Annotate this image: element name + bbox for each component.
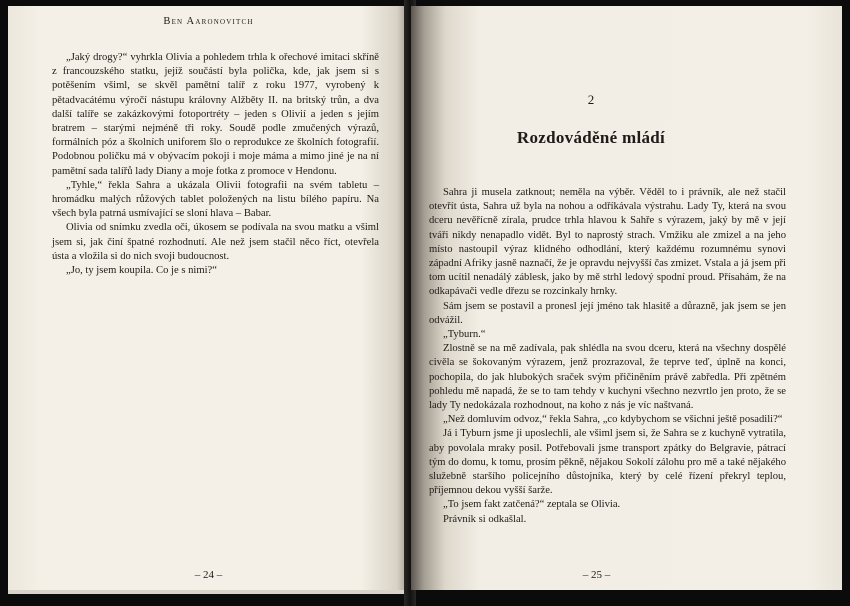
chapter-title: Rozdováděné mládí	[516, 128, 666, 147]
paragraph: „Jo, ty jsem koupila. Co je s nimi?“	[66, 265, 217, 277]
paragraph: Zlostně se na mě zadívala, pak shlédla na svou dceru, která na všechny dospělé civěla se šokovaným výrazem, jenž prozrazoval, že teprve teď, úplně na konci, pochopila, do jak hlubokých sraček svým přičiněním právě zabředla. Při zpětném pohledu mě napadá, že se to tam tehdy v kuchyni všechno nezvrtlo jen proto, že se lady Ty nedokázala rozhodnout, na koho z nás je víc naštvaná.	[429, 343, 786, 412]
paragraph: „Tyburn.“	[443, 329, 486, 341]
paragraph: „To jsem fakt zatčená?“ zeptala se Olivia.	[443, 499, 621, 511]
paragraph: Olivia od snímku zvedla oči, úkosem se podívala na svou matku a všiml jsem si, jak činí špatné rozhodnutí. Ale než jsem stačil něco říct, otevřela ústa a vložila si do nich svoji budoucnost.	[52, 222, 379, 262]
paragraph: Právník si odkašlal.	[443, 513, 527, 525]
paragraph: Sám jsem se postavil a pronesl její jméno tak hlasitě a důrazně, jak jsem se jen odvážil.	[429, 300, 786, 326]
paragraph: „Tyhle,“ řekla Sahra a ukázala Olivii fotografii na svém tabletu – hromádku malých růžových tablet položených na listu bílého papíru. Na všech byla patrná usmívající se sloní hlava – Babar.	[52, 179, 379, 220]
page-number: – 25 –	[582, 569, 611, 581]
left-page	[8, 6, 409, 594]
right-page-body	[429, 186, 786, 527]
chapter-number: 2	[587, 92, 595, 107]
left-page-body	[52, 51, 379, 278]
right-page	[411, 6, 842, 590]
paragraph: „Jaký drogy?“ vyhrkla Olivia a pohledem trhla k ořechové imitaci skříně z francouzského statku, jejíž součástí byla polička, kde, jak jsem si s potěšením všiml, se skvěl pamětní talíř z roku 1977, vyrobený k pětadvacátému výročí nástupu královny Alžběty II. na britský trůn, a dva další talíře se zakázkovými fotoportréty – jeden s Olivií a jeden s jejím bratrem – starými nejméně tři roky. Soudě podle zmučených výrazů, formálních póz a školních uniforem šlo o reprodukce ze školních fotografií. Podobnou poličku má v obývacím pokoji i moje máma a mimo jiné je na ní pamětní sada talířů lady Diany a moje fotka z promoce v Hendonu.	[52, 52, 379, 177]
paragraph: „Než domluvím odvoz,“ řekla Sahra, „co kdybychom se všichni ještě posadili?“	[443, 414, 783, 426]
page-number: – 24 –	[194, 569, 223, 581]
paragraph: Já i Tyburn jsme ji uposlechli, ale všiml jsem si, že Sahra se z kuchyně vytratila, aby povolala mraky posil. Potřebovali jsme transport zpátky do Belgravie, pátrací tým do domu, k tomu, prosím pěkně, nějakou Sokolí zálohu pro mě a také nějakého služebně staršího policejního důstojníka, který by celé řízení překryl teplou, příjemnou dekou vyšší šarže.	[429, 428, 786, 497]
running-head: Ben Aaronovitch	[163, 16, 254, 27]
paragraph: Sahra ji musela zatknout; neměla na výběr. Věděl to i právník, ale než stačil otevřít ústa, Sahra už byla na nohou a odříkávala výstrahu. Lady Ty, která na svou dceru nevěřícně zírala, prudce trhla hlavou k Sahře s výrazem, jaký by mě v její tváři nikdy nenapadlo vidět. Byl to naprostý strach. Vmžiku ale zmizel a na jeho místo nastoupil výraz klidného odhodlání, který každému rozumnému synovi západní Afriky jasně naznačí, že je opravdu nejvyšší čas zmizet. Vstala a já jsem při tom ucítil nenadálý záblesk, jako by mě strhl ledový spodní proud. Přísahám, že na odkapávači vedle dřezu se rozcinkaly hrnky.	[429, 187, 786, 298]
